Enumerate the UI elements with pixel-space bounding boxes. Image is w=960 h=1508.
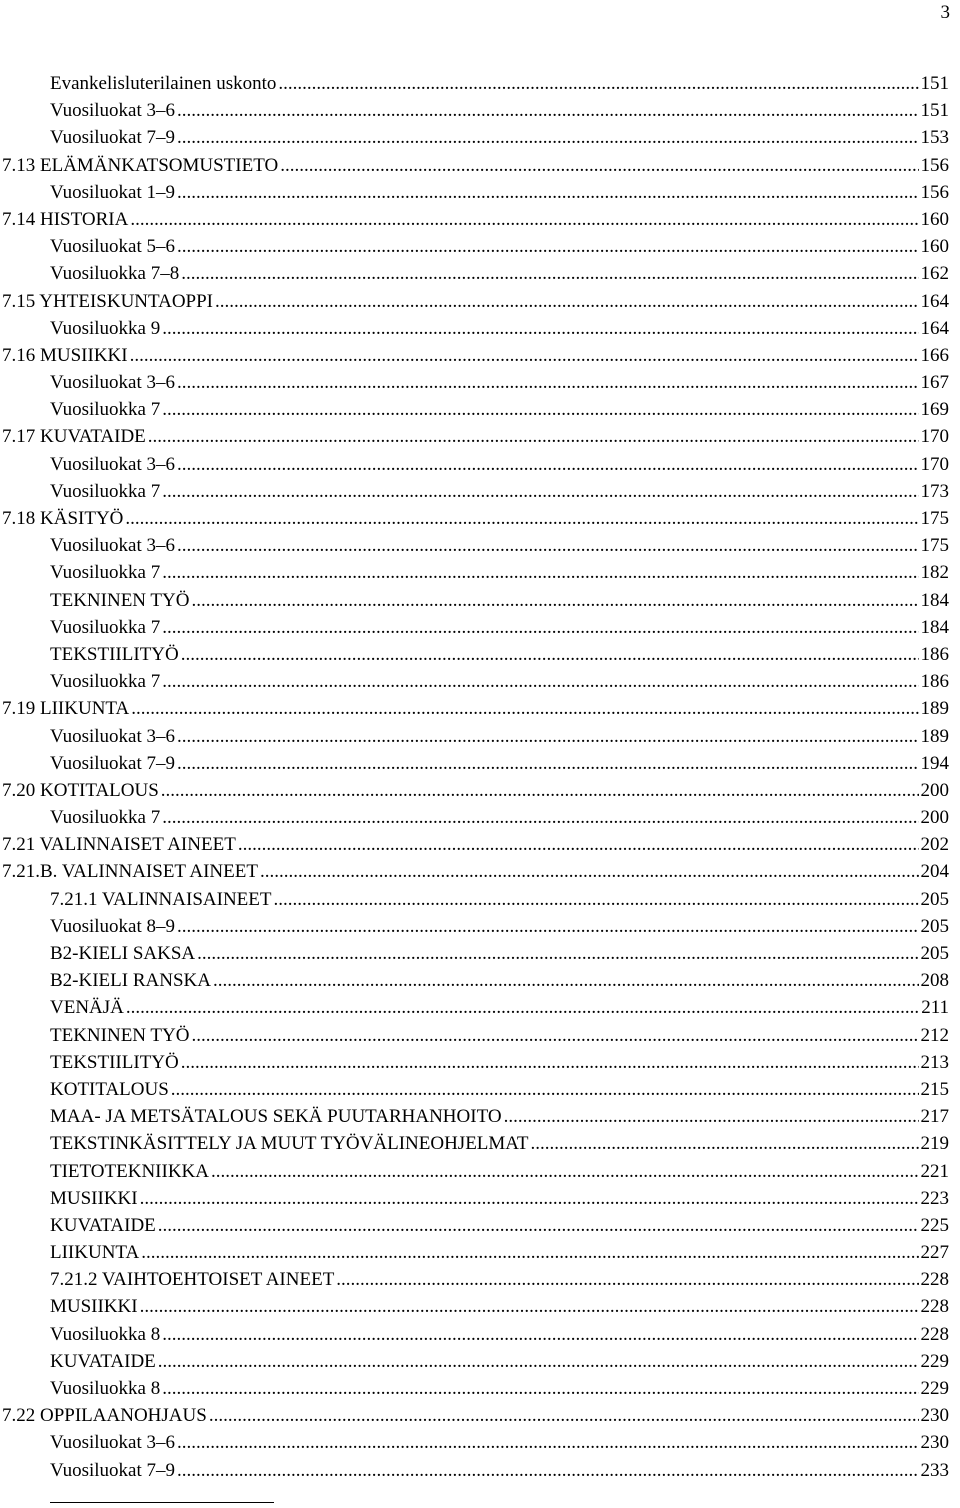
toc-entry[interactable] [0, 1076, 960, 1103]
toc-entry-label: MAA- JA METSÄTALOUS SEKÄ PUUTARHANHOITO [50, 1106, 502, 1128]
toc-entry-page: 160 [920, 236, 949, 258]
toc-entry[interactable] [0, 723, 960, 750]
toc-entry-page: 200 [920, 779, 949, 801]
dot-leader [125, 505, 918, 532]
toc-entry-label: Vuosiluokka 7–8 [50, 263, 180, 285]
toc-entry[interactable] [0, 886, 960, 913]
dot-leader [162, 804, 918, 831]
toc-entry[interactable] [0, 1130, 960, 1157]
toc-entry-page: 230 [920, 1432, 949, 1454]
dot-leader [148, 423, 919, 450]
toc-entry[interactable] [0, 614, 960, 641]
page-number: 3 [940, 2, 950, 23]
toc-entry-page: 212 [920, 1024, 949, 1046]
dot-leader [238, 831, 919, 858]
dot-leader [131, 695, 918, 722]
toc-entry-page: 164 [920, 290, 949, 312]
toc-entry[interactable] [0, 1266, 960, 1293]
toc-entry-page: 151 [920, 73, 949, 94]
dot-leader [192, 587, 919, 614]
toc-entry-page: 233 [920, 1459, 949, 1481]
toc-entry[interactable] [0, 1457, 960, 1484]
toc-entry-label: Vuosiluokka 9 [50, 317, 161, 339]
toc-entry-label: Vuosiluokka 8 [50, 1323, 161, 1345]
toc-entry[interactable] [0, 1049, 960, 1076]
toc-entry-page: 186 [920, 643, 949, 665]
toc-entry[interactable] [0, 1185, 960, 1212]
toc-entry-page: 223 [920, 1187, 949, 1209]
toc-entry-page: 205 [920, 915, 949, 937]
toc-entry-label: Evankelisluterilainen uskonto [50, 73, 277, 94]
toc-entry-page: 205 [920, 943, 949, 964]
dot-leader [158, 1212, 919, 1239]
toc-entry-label: KUVATAIDE [50, 1350, 156, 1372]
dot-leader [141, 1239, 918, 1266]
toc-entry-page: 229 [920, 1378, 949, 1399]
toc-entry-page: 182 [920, 562, 949, 584]
toc-entry[interactable] [0, 423, 960, 450]
toc-entry-label: 7.18 KÄSITYÖ [2, 508, 124, 529]
dot-leader [177, 233, 919, 260]
toc-entry[interactable] [0, 233, 960, 260]
toc-entry[interactable] [0, 369, 960, 396]
toc-entry-label: Vuosiluokat 1–9 [50, 181, 175, 203]
dot-leader [177, 451, 919, 478]
toc-entry[interactable] [0, 70, 960, 97]
toc-entry-label: 7.21.B. VALINNAISET AINEET [2, 861, 258, 883]
dot-leader [177, 532, 919, 559]
dot-leader [177, 723, 919, 750]
toc-entry-page: 189 [920, 725, 949, 747]
dot-leader [531, 1130, 919, 1157]
toc-entry-page: 211 [921, 997, 949, 1019]
toc-entry-page: 153 [920, 127, 949, 149]
toc-entry-page: 175 [920, 535, 949, 557]
toc-entry-page: 184 [920, 589, 949, 611]
toc-entry-label: Vuosiluokat 3–6 [50, 453, 175, 475]
toc-entry-page: 156 [920, 154, 949, 176]
toc-entry[interactable] [0, 994, 960, 1021]
toc-entry-page: 228 [920, 1323, 949, 1345]
toc-entry[interactable] [0, 1293, 960, 1320]
dot-leader [181, 641, 919, 668]
toc-entry-page: 162 [920, 263, 949, 285]
toc-entry-label: Vuosiluokat 3–6 [50, 1432, 175, 1454]
dot-leader [177, 369, 919, 396]
toc-entry[interactable] [0, 179, 960, 206]
dot-leader [336, 1266, 918, 1293]
dot-leader [140, 1293, 919, 1320]
toc-entry-label: Vuosiluokat 3–6 [50, 100, 175, 122]
toc-entry-page: 156 [920, 181, 949, 203]
toc-entry-label: Vuosiluokat 3–6 [50, 725, 175, 747]
toc-entry[interactable] [0, 695, 960, 722]
dot-leader [140, 1185, 919, 1212]
dot-leader [215, 288, 919, 315]
toc-entry[interactable] [0, 1429, 960, 1456]
toc-entry-label: Vuosiluokka 7 [50, 807, 161, 829]
toc-entry-page: 189 [920, 698, 949, 720]
toc-entry[interactable] [0, 1402, 960, 1429]
dot-leader [161, 777, 919, 804]
toc-entry-label: TEKSTIILITYÖ [50, 643, 179, 665]
toc-entry[interactable] [0, 858, 960, 885]
toc-entry[interactable] [0, 1321, 960, 1348]
toc-entry-label: 7.16 MUSIIKKI [2, 344, 128, 366]
toc-entry-label: 7.15 YHTEISKUNTAOPPI [2, 290, 213, 312]
toc-entry-label: Vuosiluokat 5–6 [50, 236, 175, 258]
dot-leader [177, 1429, 919, 1456]
toc-entry[interactable] [0, 668, 960, 695]
toc-entry-page: 202 [920, 834, 949, 856]
toc-entry-label: TEKSTINKÄSITTELY JA MUUT TYÖVÄLINEOHJELMAT [50, 1133, 529, 1155]
toc-entry-label: 7.17 KUVATAIDE [2, 426, 146, 448]
toc-entry[interactable] [0, 1158, 960, 1185]
toc-entry[interactable] [0, 1103, 960, 1130]
toc-entry-page: 205 [920, 888, 949, 910]
toc-entry[interactable] [0, 940, 960, 967]
dot-leader [177, 1457, 919, 1484]
dot-leader [177, 124, 919, 151]
dot-leader [162, 668, 918, 695]
toc-entry-label: 7.19 LIIKUNTA [2, 698, 130, 720]
toc-entry-label: Vuosiluokat 7–9 [50, 1459, 175, 1481]
toc-entry[interactable] [0, 967, 960, 994]
toc-entry-page: 217 [920, 1106, 949, 1128]
toc-entry-label: Vuosiluokka 7 [50, 399, 161, 421]
toc-entry[interactable] [0, 641, 960, 668]
toc-entry[interactable] [0, 1022, 960, 1049]
toc-entry-label: TEKNINEN TYÖ [50, 1024, 190, 1046]
toc-entry-label: MUSIIKKI [50, 1187, 138, 1209]
toc-entry-label: 7.13 ELÄMÄNKATSOMUSTIETO [2, 154, 279, 176]
toc-entry[interactable] [0, 478, 960, 505]
toc-entry-page: 200 [920, 807, 949, 829]
dot-leader [177, 913, 919, 940]
toc-entry-page: 227 [920, 1242, 949, 1264]
toc-entry-label: B2-KIELI SAKSA [50, 943, 196, 964]
toc-entry-label: Vuosiluokka 7 [50, 480, 161, 502]
dot-leader [192, 1022, 919, 1049]
toc-entry[interactable] [0, 1348, 960, 1375]
toc-entry-page: 229 [920, 1350, 949, 1372]
toc-entry[interactable] [0, 750, 960, 777]
toc-entry[interactable] [0, 913, 960, 940]
dot-leader [177, 179, 919, 206]
dot-leader [130, 342, 919, 369]
dot-leader [278, 70, 918, 97]
toc-entry-page: 160 [920, 208, 949, 230]
toc-entry-label: B2-KIELI RANSKA [50, 970, 211, 992]
toc-entry-page: 228 [920, 1296, 949, 1318]
toc-entry-label: 7.21 VALINNAISET AINEET [2, 834, 236, 856]
dot-leader [162, 478, 918, 505]
toc-entry[interactable] [0, 260, 960, 287]
toc-entry-page: 219 [920, 1133, 949, 1155]
toc-entry[interactable] [0, 804, 960, 831]
dot-leader [126, 994, 919, 1021]
dot-leader [504, 1103, 919, 1130]
dot-leader [177, 750, 919, 777]
toc-entry-label: TEKSTIILITYÖ [50, 1051, 179, 1073]
dot-leader [162, 1321, 918, 1348]
toc-entry-page: 204 [920, 861, 949, 883]
toc-entry[interactable] [0, 206, 960, 233]
toc-entry-label: KOTITALOUS [50, 1078, 169, 1100]
toc-entry-label: 7.21.2 VAIHTOEHTOISET AINEET [50, 1269, 335, 1291]
toc-entry-label: Vuosiluokat 3–6 [50, 372, 175, 394]
toc-entry-page: 186 [920, 671, 949, 693]
toc-entry-label: KUVATAIDE [50, 1214, 156, 1236]
toc-entry-page: 169 [920, 399, 949, 421]
toc-entry[interactable] [0, 1239, 960, 1266]
toc-entry[interactable] [0, 1212, 960, 1239]
dot-leader [273, 886, 918, 913]
toc-entry-page: 225 [920, 1214, 949, 1236]
dot-leader [181, 1049, 919, 1076]
dot-leader [158, 1348, 919, 1375]
toc-entry-page: 221 [920, 1160, 949, 1182]
toc-entry-label: 7.21.1 VALINNAISAINEET [50, 888, 272, 910]
dot-leader [181, 260, 918, 287]
toc-entry-page: 170 [920, 453, 949, 475]
toc-entry[interactable] [0, 342, 960, 369]
toc-entry-label: Vuosiluokka 8 [50, 1378, 161, 1399]
toc-entry[interactable] [0, 532, 960, 559]
toc-entry-label: Vuosiluokka 7 [50, 671, 161, 693]
toc-entry-page: 213 [920, 1051, 949, 1073]
toc-entry-page: 184 [920, 616, 949, 638]
toc-entry-page: 194 [920, 752, 949, 774]
toc-entry[interactable] [0, 152, 960, 179]
dot-leader [211, 1158, 919, 1185]
toc-entry-page: 208 [920, 970, 949, 992]
toc-entry[interactable] [0, 451, 960, 478]
toc-entry-page: 175 [920, 508, 949, 529]
footnote-divider [50, 1502, 274, 1503]
toc-entry-label: MUSIIKKI [50, 1296, 138, 1318]
dot-leader [162, 559, 918, 586]
toc-entry-label: 7.14 HISTORIA [2, 208, 129, 230]
dot-leader [162, 315, 918, 342]
toc-entry-page: 167 [920, 372, 949, 394]
dot-leader [171, 1076, 919, 1103]
toc-entry-page: 164 [920, 317, 949, 339]
toc-entry-page: 215 [920, 1078, 949, 1100]
dot-leader [162, 1375, 918, 1402]
toc-entry-label: LIIKUNTA [50, 1242, 140, 1264]
toc-entry[interactable] [0, 1375, 960, 1402]
toc-entry-label: TEKNINEN TYÖ [50, 589, 190, 611]
toc-entry-label: Vuosiluokat 3–6 [50, 535, 175, 557]
toc-entry[interactable] [0, 505, 960, 532]
toc-entry[interactable] [0, 559, 960, 586]
table-of-contents [0, 70, 960, 1484]
toc-entry-label: Vuosiluokat 7–9 [50, 127, 175, 149]
toc-entry[interactable] [0, 396, 960, 423]
toc-entry[interactable] [0, 587, 960, 614]
toc-entry-label: TIETOTEKNIIKKA [50, 1160, 209, 1182]
toc-entry-label: Vuosiluokka 7 [50, 616, 161, 638]
toc-entry-label: 7.22 OPPILAANOHJAUS [2, 1405, 207, 1427]
toc-entry-label: 7.20 KOTITALOUS [2, 779, 159, 801]
toc-entry-page: 166 [920, 344, 949, 366]
dot-leader [162, 614, 918, 641]
dot-leader [260, 858, 919, 885]
toc-entry[interactable] [0, 124, 960, 151]
toc-entry[interactable] [0, 97, 960, 124]
dot-leader [280, 152, 918, 179]
toc-entry-label: Vuosiluokat 7–9 [50, 752, 175, 774]
toc-entry-page: 228 [920, 1269, 949, 1291]
dot-leader [162, 396, 918, 423]
toc-entry-label: Vuosiluokka 7 [50, 562, 161, 584]
toc-entry[interactable] [0, 831, 960, 858]
toc-entry-page: 170 [920, 426, 949, 448]
toc-entry-page: 230 [920, 1405, 949, 1427]
dot-leader [177, 97, 919, 124]
dot-leader [213, 967, 919, 994]
toc-entry-page: 173 [920, 480, 949, 502]
toc-entry-label: Vuosiluokat 8–9 [50, 915, 175, 937]
dot-leader [209, 1402, 919, 1429]
toc-entry[interactable] [0, 315, 960, 342]
toc-entry[interactable] [0, 777, 960, 804]
toc-entry[interactable] [0, 288, 960, 315]
dot-leader [130, 206, 918, 233]
toc-entry-page: 151 [920, 100, 949, 122]
dot-leader [197, 940, 918, 967]
toc-entry-label: VENÄJÄ [50, 997, 124, 1019]
